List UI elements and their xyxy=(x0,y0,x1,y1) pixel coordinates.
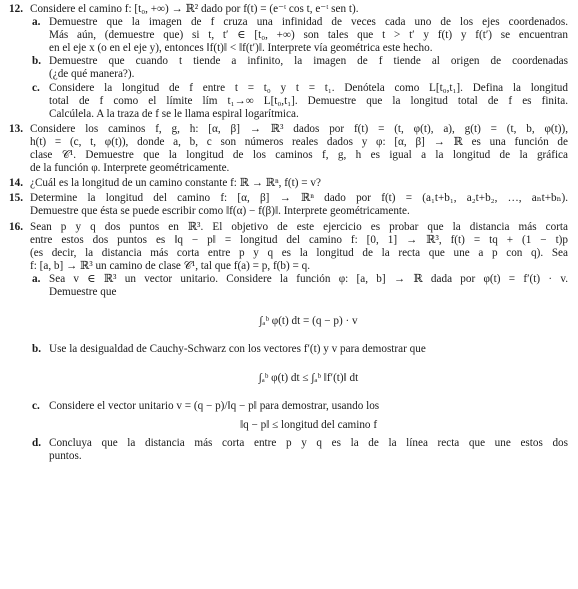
sub-item-c xyxy=(30,400,568,435)
problem-text-line: Determine la longitud del camino f: [α, β] → ℝⁿ dado por f(t) = (a₁t+b₁, a₂t+b₂, …, aₙt+bₙ). xyxy=(30,192,568,205)
sub-item-text-line: Demuestre que xyxy=(49,285,117,298)
problem-number: 16. xyxy=(9,220,23,233)
sub-item-label: a. xyxy=(32,16,41,29)
sub-item-c xyxy=(30,82,568,121)
sub-item-text-line: en el eje x (o en el eje y), entonces ‖f(t)‖ < ‖f(t′)‖. Interprete vía geométrica este hecho. xyxy=(49,42,433,55)
problem-13 xyxy=(9,123,568,175)
sub-item-text-line: Más aún, (demuestre que) si t, t′ ∈ [t₀, +∞) son tales que t > t′ y f(t) y f(t′) se encuentran xyxy=(49,29,568,42)
problem-number: 14. xyxy=(9,177,23,190)
sub-item-label: b. xyxy=(32,55,42,68)
sub-item-text-line: puntos. xyxy=(49,450,82,463)
sub-item-d xyxy=(30,437,568,463)
problem-15 xyxy=(9,192,568,218)
problem-text-line: Sean p y q dos puntos en ℝ³. El objetivo de este ejercicio es probar que la distancia más corta xyxy=(30,220,568,233)
problem-12 xyxy=(9,3,568,121)
problem-14 xyxy=(9,177,568,190)
problem-text-line: clase 𝒞¹. Demuestre que la longitud de los caminos f, g, h es igual a la longitud de la gráfica xyxy=(30,149,568,162)
problem-text-line: entre estos dos puntos es ‖q − p‖ = longitud del camino f: [0, 1] → ℝ³, f(t) = tq + (1 − t)p xyxy=(30,233,568,246)
sub-item-text-line: Demuestre que la imagen de f cruza una infinidad de veces cada uno de los ejes coordenados. xyxy=(49,16,568,29)
sub-item-text-line: Sea v ∈ ℝ³ un vector unitario. Considere la función φ: [a, b] → ℝ dada por φ(t) = f′(t) · v. xyxy=(49,272,568,285)
sub-item-text-line: Considere el vector unitario v = (q − p)/‖q − p‖ para demostrar, usando los xyxy=(49,400,380,413)
sub-item-text-line: Demuestre que cuando t tiende a infinito, la imagen de f tiende al origen de coordenadas xyxy=(49,55,568,68)
problem-number: 12. xyxy=(9,3,23,15)
problem-number: 15. xyxy=(9,192,23,205)
problem-text-line: f: [a, b] → ℝ³ un camino de clase 𝒞¹, tal que f(a) = p, f(b) = q. xyxy=(30,259,311,272)
sub-item-text-line: total de f como el límite lím t₁→∞ L[t₀,t₁]. Demuestre que la longitud total de f es finita. xyxy=(49,94,568,107)
display-equation: ‖q − p‖ ≤ longitud del camino f xyxy=(239,419,378,432)
problem-text-line: Considere el camino f: [t₀, +∞) → ℝ² dado por f(t) = (e⁻ᵗ cos t, e⁻ᵗ sen t). xyxy=(30,3,359,15)
sub-item-b xyxy=(30,343,568,398)
sub-item-text-line: Considere la longitud de f entre t = t₀ y t = t₁. Denótela como L[t₀,t₁]. Defina la longitud xyxy=(49,81,568,94)
sub-item-label: c. xyxy=(32,81,40,94)
sub-item-text-line: Calcúlela. A la traza de f se le llama espiral logarítmica. xyxy=(49,107,299,120)
sub-item-text-line: Concluya que la distancia más corta entre p y q es la de la línea recta que une estos dos xyxy=(49,437,568,450)
sub-item-label: c. xyxy=(32,400,40,413)
sub-item-b xyxy=(30,55,568,81)
sub-item-label: a. xyxy=(32,272,41,285)
display-equation: ∫ₐᵇ φ(t) dt ≤ ∫ₐᵇ ‖f′(t)‖ dt xyxy=(258,372,359,385)
problem-text-line: h(t) = (c, t, φ(t)), donde a, b, c son números reales dados y φ: [α, β] → ℝ es una función de xyxy=(30,135,568,148)
sub-item-label: d. xyxy=(32,437,42,450)
sub-item-text-line: (¿de qué manera?). xyxy=(49,68,135,81)
problem-text-line: de la función φ. Interprete geométricamente. xyxy=(30,162,230,175)
problem-text-line: Considere los caminos f, g, h: [α, β] → ℝ³ dados por f(t) = (t, φ(t), a), g(t) = (t, b, φ(t)), xyxy=(30,122,568,135)
problem-16 xyxy=(9,221,568,464)
problem-text-line: (es decir, la distancia más corta entre p y q es la longitud de la recta que une a p con q). Sea xyxy=(30,246,568,259)
sub-item-text-line: Use la desigualdad de Cauchy-Schwarz con los vectores f′(t) y v para demostrar que xyxy=(49,343,426,356)
problem-number: 13. xyxy=(9,122,23,135)
problem-text-line: ¿Cuál es la longitud de un camino constante f: ℝ → ℝⁿ, f(t) = v? xyxy=(30,177,321,190)
sub-item-a xyxy=(30,273,568,341)
sub-item-a xyxy=(30,16,568,55)
problem-text-line: Demuestre que ésta se puede escribir como ‖f(α) − f(β)‖. Interprete geométricamente. xyxy=(30,205,410,218)
display-equation: ∫ₐᵇ φ(t) dt = (q − p) · v xyxy=(259,315,358,328)
sub-item-label: b. xyxy=(32,343,42,356)
